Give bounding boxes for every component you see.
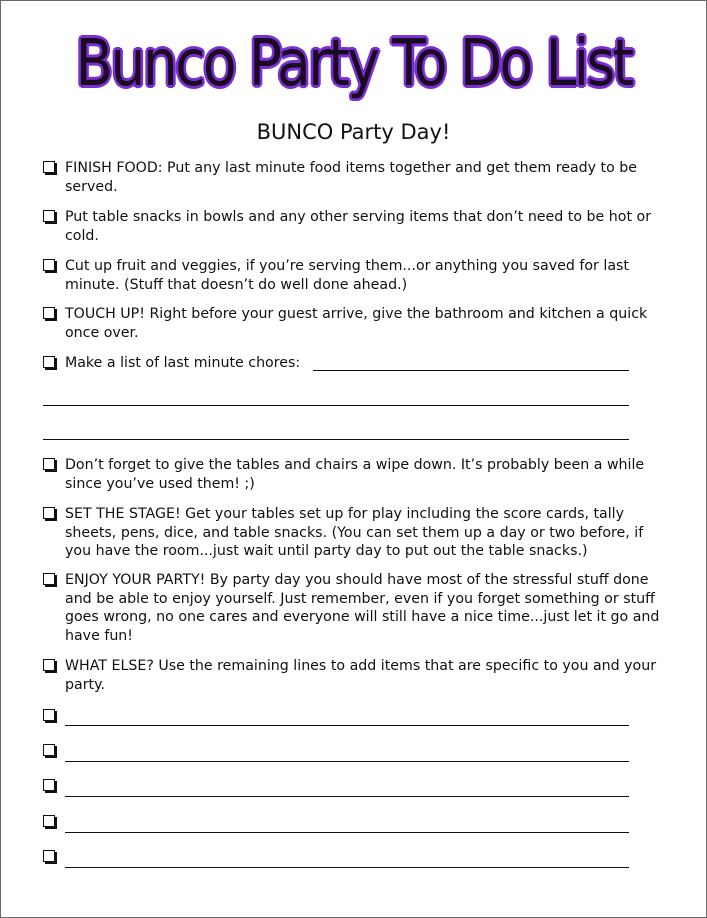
checkbox-blank-2[interactable] (43, 744, 55, 756)
blank-write-line[interactable] (65, 796, 629, 797)
chores-write-line[interactable] (43, 439, 629, 440)
checkbox-set-stage[interactable] (43, 507, 55, 519)
checkbox-blank-4[interactable] (43, 815, 55, 827)
checkbox-touch-up[interactable] (43, 307, 55, 319)
list-item-finish-food: FINISH FOOD: Put any last minute food items together and get them ready to be served. (65, 160, 638, 195)
checkbox-what-else[interactable] (43, 659, 55, 671)
list-item-touch-up: TOUCH UP! Right before your guest arrive, give the bathroom and kitchen a quick once over. (65, 306, 648, 341)
list-item-what-else: WHAT ELSE? Use the remaining lines to add items that are specific to you and your party. (65, 658, 657, 693)
list-item-fruit-veggies: Cut up fruit and veggies, if you’re serving them...or anything you saved for last minute. (Stuff that doesn’t do well done ahead.) (65, 258, 629, 293)
blank-write-line[interactable] (65, 832, 629, 833)
chores-write-line[interactable] (313, 370, 629, 371)
list-item-table-snacks: Put table snacks in bowls and any other serving items that don’t need to be hot or cold. (65, 209, 652, 244)
list-item-wipe-down: Don’t forget to give the tables and chairs a wipe down. It’s probably been a while since you’ve used them! ;) (65, 457, 645, 492)
page-title: Bunco Party To Do List (75, 27, 632, 101)
list-item-enjoy-party: ENJOY YOUR PARTY! By party day you should have most of the stressful stuff done and be able to enjoy yourself. Just remember, even if you forget something or stuff goes wrong, no one cares and everyone will still have a nice time...just let it go and have fun! (65, 572, 660, 644)
checkbox-blank-5[interactable] (43, 850, 55, 862)
checkbox-blank-1[interactable] (43, 709, 55, 721)
checkbox-table-snacks[interactable] (43, 210, 55, 222)
list-item-chores-list: Make a list of last minute chores: (65, 355, 301, 371)
blank-write-line[interactable] (65, 761, 629, 762)
blank-write-line[interactable] (65, 725, 629, 726)
page-subtitle: BUNCO Party Day! (256, 120, 451, 144)
checkbox-fruit-veggies[interactable] (43, 259, 55, 271)
checkbox-wipe-down[interactable] (43, 458, 55, 470)
checkbox-chores-list[interactable] (43, 356, 55, 368)
chores-write-line[interactable] (43, 405, 629, 406)
checkbox-finish-food[interactable] (43, 161, 55, 173)
checkbox-enjoy-party[interactable] (43, 573, 55, 585)
list-item-set-stage: SET THE STAGE! Get your tables set up for play including the score cards, tally sheets, pens, dice, and table snacks. (You can set them up a day or two before, if you have the room...just wait until party day to put out the table snacks.) (65, 506, 644, 559)
checkbox-blank-3[interactable] (43, 779, 55, 791)
blank-write-line[interactable] (65, 867, 629, 868)
